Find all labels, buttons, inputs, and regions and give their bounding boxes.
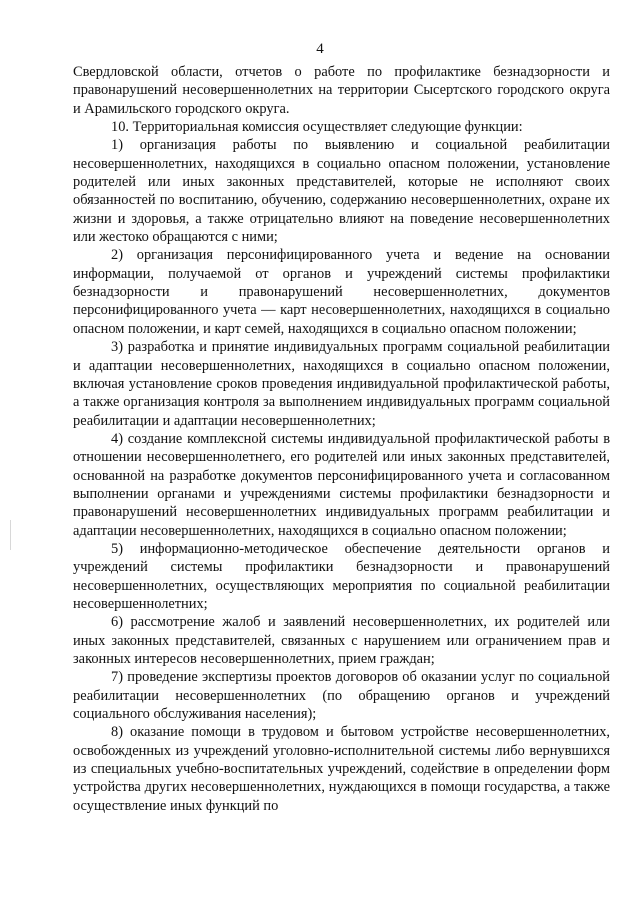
paragraph-continuation: Свердловской области, отчетов о работе по профилактике безнадзорности и правонарушений несовершеннолетних на территории Сысертского городского округа и Арамильского городского округа. bbox=[73, 64, 610, 117]
paragraph-item-1: 1) организация работы по выявлению и социальной реабилитации несовершеннолетних, находящихся в социально опасном положении, установление родителей или иных законных представителей, которые не исполняют своих обязанностей по воспитанию, обучению, содержанию несовершеннолетних, охране их жизни и здоровья, а также отрицательно влияют на поведение несовершеннолетних или жестоко обращаются с ними; bbox=[73, 137, 610, 246]
paragraph-item-8: 8) оказание помощи в трудовом и бытовом устройстве несовершеннолетних, освобожденных из учреждений уголовно-исполнительной системы либо вернувшихся из специальных учебно-воспитательных учреждений, содействие в определении форм устройства других несовершеннолетних, нуждающихся в помощи государства, а также осуществление иных функций по bbox=[73, 724, 610, 814]
paragraph-section-10: 10. Территориальная комиссия осуществляет следующие функции: bbox=[111, 119, 523, 136]
paragraph-item-2: 2) организация персонифицированного учета и ведение на основании информации, получаемой от органов и учреждений системы профилактики безнадзорности и правонарушений несовершеннолетних, документов персонифицированного учета — карт несовершеннолетних, находящихся в социально опасном положении, и карт семей, находящихся в социально опасном положении; bbox=[73, 247, 610, 337]
document-body bbox=[73, 63, 610, 815]
paragraph-item-7: 7) проведение экспертизы проектов договоров об оказании услуг по социальной реабилитации несовершеннолетних (по обращению органов и учреждений социального обслуживания населения); bbox=[73, 669, 610, 723]
page-number: 4 bbox=[316, 41, 324, 57]
paragraph-item-4: 4) создание комплексной системы индивидуальной профилактической работы в отношении несовершеннолетнего, его родителей или иных законных представителей, основанной на разработке документов персонифицированного учета и согласованном выполнении органами и учреждениями системы профилактики безнадзорности и правонарушений несовершеннолетних индивидуальных программ реабилитации и адаптации несовершеннолетних, находящихся в социально опасном положении; bbox=[73, 430, 610, 539]
paragraph-item-6: 6) рассмотрение жалоб и заявлений несовершеннолетних, их родителей или иных законных представителей, связанных с нарушением или ограничением прав и законных интересов несовершеннолетних, прием граждан; bbox=[73, 614, 610, 667]
scan-margin-mark bbox=[10, 520, 11, 550]
paragraph-item-5: 5) информационно-методическое обеспечение деятельности органов и учреждений системы профилактики безнадзорности и правонарушений несовершеннолетних, осуществляющих мероприятия по социальной реабилитации несовершеннолетних; bbox=[73, 540, 610, 612]
paragraph-item-3: 3) разработка и принятие индивидуальных программ социальной реабилитации и адаптации несовершеннолетних, находящихся в социально опасном положении, включая установление сроков проведения индивидуальной профилактической работы, а также организация контроля за выполнением индивидуальных программ социальной реабилитации и адаптации несовершеннолетних; bbox=[73, 339, 610, 429]
